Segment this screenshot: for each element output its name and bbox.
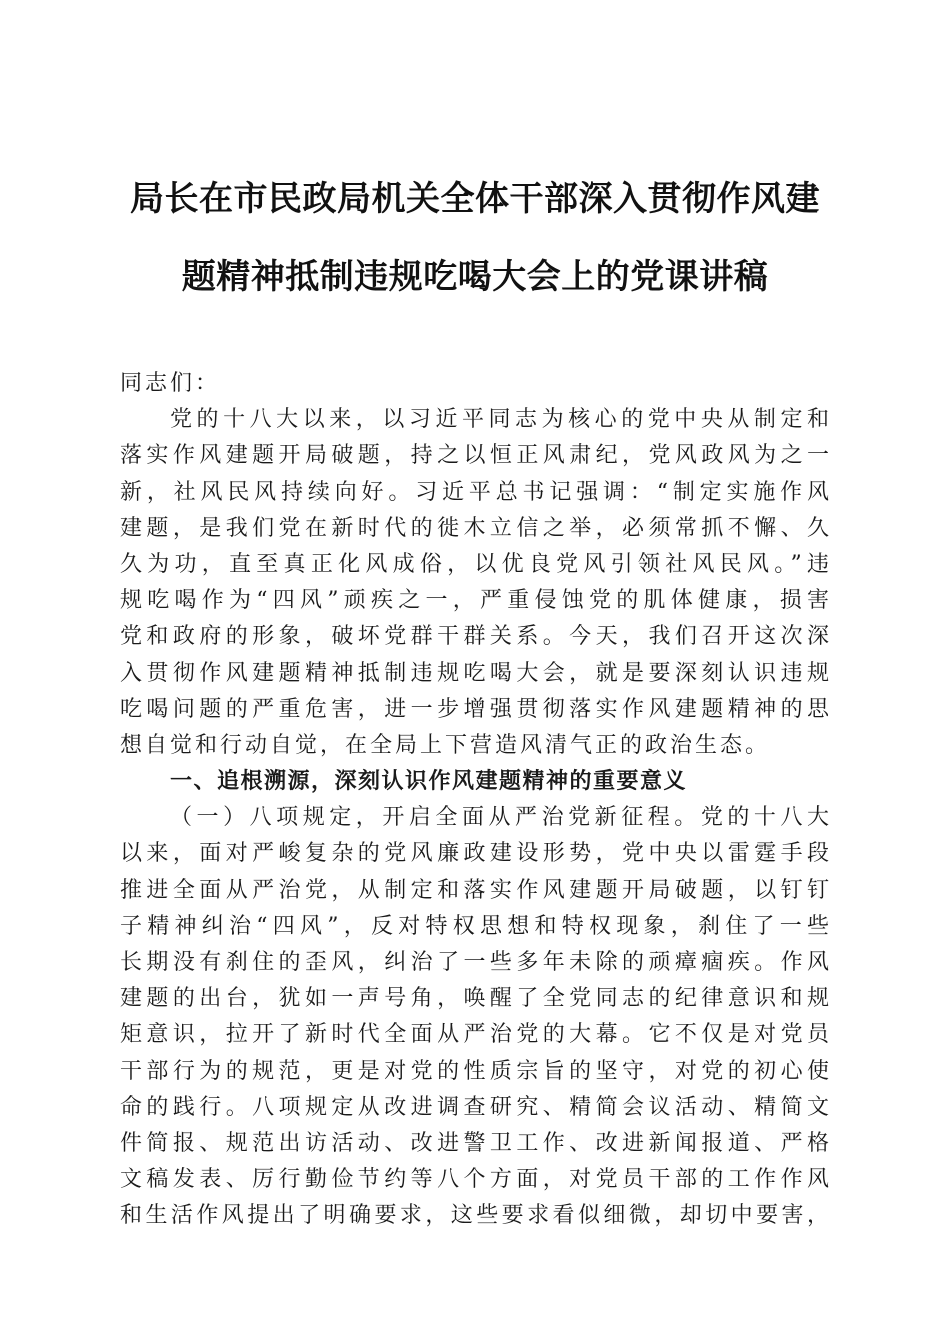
paragraph-line: 和生活作风提出了明确要求，这些要求看似细微，却切中要害， [120, 1203, 832, 1229]
paragraph-line: 党的十八大以来，以习近平同志为核心的党中央从制定和 [170, 407, 832, 433]
paragraph-line: 建题，是我们党在新时代的徙木立信之举，必须常抓不懈、久 [120, 515, 832, 541]
document-body [120, 366, 832, 1235]
title-line-2: 题精神抵制违规吃喝大会上的党课讲稿 [181, 257, 769, 297]
title-line-1: 局长在市民政局机关全体干部深入贯彻作风建 [130, 179, 820, 219]
paragraph-line: 久为功，直至真正化风成俗，以优良党风引领社风民风。”违 [120, 551, 832, 577]
paragraph-line: 件简报、规范出访活动、改进警卫工作、改进新闻报道、严格 [120, 1130, 832, 1156]
section-heading-1: 一、追根溯源，深刻认识作风建题精神的重要意义 [170, 769, 688, 795]
paragraph-line: 建题的出台，犹如一声号角，唤醒了全党同志的纪律意识和规 [120, 986, 832, 1012]
paragraph-line: 以来，面对严峻复杂的党风廉政建设形势，党中央以雷霆手段 [120, 841, 832, 867]
paragraph-line: 吃喝问题的严重危害，进一步增强贯彻落实作风建题精神的思 [120, 696, 832, 722]
paragraph-line: 矩意识，拉开了新时代全面从严治党的大幕。它不仅是对党员 [120, 1022, 832, 1048]
paragraph-line: （一）八项规定，开启全面从严治党新征程。党的十八大 [170, 805, 832, 831]
paragraph-line: 党和政府的形象，破坏党群干群关系。今天，我们召开这次深 [120, 624, 832, 650]
paragraph-line: 落实作风建题开局破题，持之以恒正风肃纪，党风政风为之一 [120, 443, 832, 469]
paragraph-2 [120, 800, 832, 1234]
paragraph-line: 规吃喝作为“四风”顽疾之一，严重侵蚀党的肌体健康，损害 [120, 588, 832, 614]
paragraph-line: 干部行为的规范，更是对党的性质宗旨的坚守，对党的初心使 [120, 1058, 832, 1084]
paragraph-line: 推进全面从严治党，从制定和落实作风建题开局破题，以钉钉 [120, 877, 832, 903]
salutation: 同志们： [120, 371, 221, 396]
document-title [100, 160, 850, 316]
paragraph-line: 入贯彻作风建题精神抵制违规吃喝大会，就是要深刻认识违规 [120, 660, 832, 686]
paragraph-line: 文稿发表、厉行勤俭节约等八个方面，对党员干部的工作作风 [120, 1167, 832, 1193]
paragraph-line: 想自觉和行动自觉，在全局上下营造风清气正的政治生态。 [120, 732, 771, 758]
paragraph-line: 长期没有刹住的歪风，纠治了一些多年未除的顽瘴痼疾。作风 [120, 950, 832, 975]
paragraph-line: 子精神纠治“四风”，反对特权思想和特权现象，刹住了一些 [120, 913, 832, 939]
paragraph-line: 新，社风民风持续向好。习近平总书记强调：“制定实施作风 [120, 479, 832, 505]
paragraph-1 [120, 402, 832, 764]
paragraph-line: 命的践行。八项规定从改进调查研究、精简会议活动、精简文 [120, 1094, 832, 1120]
